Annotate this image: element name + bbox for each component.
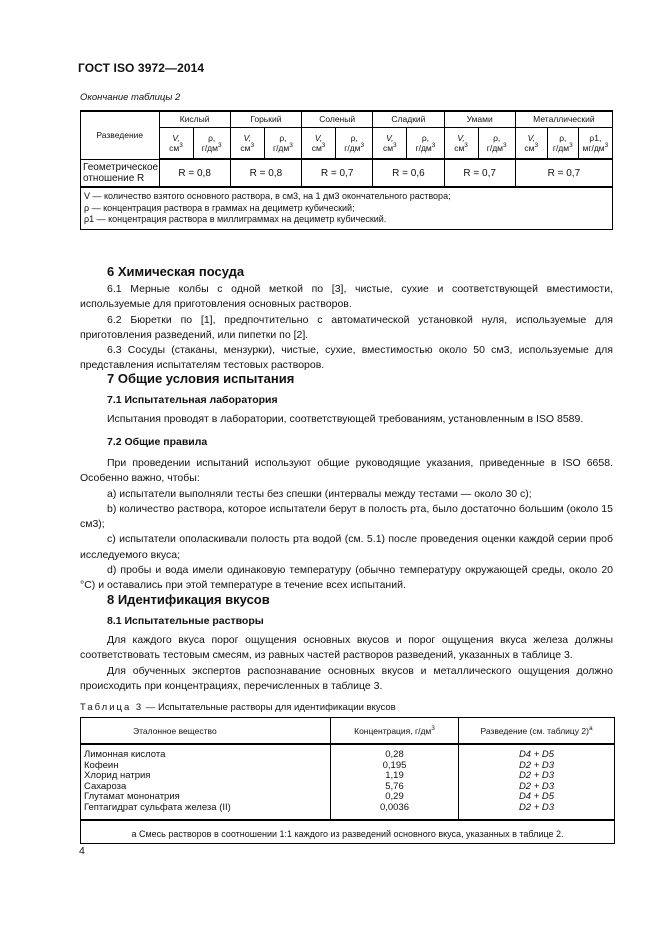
paragraph-7-2: При проведении испытаний используют общие руководящие указания, приведенные в ISO 6658. Особенно важно, чтобы: bbox=[80, 457, 613, 485]
table3-col-dilution: Разведение (см. таблицу 2)$^а$ bbox=[459, 718, 615, 745]
table2-notes bbox=[81, 187, 613, 229]
value-sweet: R = 0,6 bbox=[373, 159, 444, 187]
note-rho1: ρ1 — концентрация раствора в миллиграммах на дециметр кубический. bbox=[84, 214, 387, 224]
paragraph-6-3: 6.3 Сосуды (стаканы, мензурки), чистые, сухие, вместимостью около 50 см3, используемые для представления испытателям тестовых растворов. bbox=[80, 344, 613, 372]
table-row-concentration: 1,19 bbox=[385, 770, 404, 782]
table3-col-concentration: Концентрация, $г/дм^3$ bbox=[331, 718, 459, 745]
table3-col-substance: Эталонное вещество bbox=[81, 718, 331, 745]
unit-v: V, $см^3$ bbox=[444, 127, 478, 159]
section-8-title: 8 Идентификация вкусов bbox=[107, 592, 270, 607]
unit-rho: ρ, $г/дм^3$ bbox=[407, 127, 444, 159]
paragraph-8-1-b: Для обученных экспертов распознавание основных вкусов и металлического ощущения должно происходить при концентрациях, перечисленных в таблице 3. bbox=[80, 664, 613, 692]
table-row-concentration: 0,29 bbox=[385, 791, 404, 803]
unit-rho: ρ, $г/дм^3$ bbox=[193, 127, 230, 159]
note-rho: ρ — концентрация раствора в граммах на дециметр кубический; bbox=[84, 202, 355, 213]
list-item-c: c) испытатели ополаскивали полость рта водой (см. 5.1) после проведения оценки каждой серии проб исследуемого вкуса; bbox=[80, 533, 613, 561]
unit-rho1: ρ1, $мг/дм^3$ bbox=[578, 127, 612, 159]
taste-salty: Соленый bbox=[302, 111, 373, 127]
section-7-1-body bbox=[80, 412, 613, 427]
table-row-substance: Сахароза bbox=[84, 780, 127, 792]
page-header: ГОСТ ISO 3972—2014 bbox=[78, 61, 205, 75]
taste-umami: Умами bbox=[444, 111, 515, 127]
table3-caption: Таблица 3 — Испытательные растворы для идентификации вкусов bbox=[80, 702, 396, 713]
table3-substances bbox=[81, 744, 331, 820]
table-row-dilution: D2 + D3 bbox=[518, 770, 555, 782]
taste-sour: Кислый bbox=[159, 111, 230, 127]
table-row-dilution: D4 + D5 bbox=[518, 749, 555, 760]
table-row-dilution: D2 + D3 bbox=[518, 801, 555, 813]
table-row-dilution: D4 + D5 bbox=[518, 791, 555, 803]
table-row-concentration: 0,195 bbox=[382, 759, 407, 771]
table-row-substance: Глутамат мононатрия bbox=[84, 791, 180, 803]
taste-bitter: Горький bbox=[230, 111, 301, 127]
section-7-1-title: 7.1 Испытательная лаборатория bbox=[107, 394, 278, 406]
table-row-concentration: 0,28 bbox=[385, 749, 404, 760]
list-item-b: b) количество раствора, которое испытатели берут в полость рта, было достаточно большим (около 15 см3); bbox=[80, 502, 613, 531]
table3-concentrations bbox=[331, 744, 459, 820]
table-row-dilution: D2 + D3 bbox=[518, 780, 555, 792]
value-sour: R = 0,8 bbox=[159, 159, 230, 187]
unit-rho: ρ, $г/дм^3$ bbox=[478, 127, 515, 159]
table2-caption: Окончание таблицы 2 bbox=[80, 92, 181, 103]
table-3 bbox=[80, 717, 615, 844]
unit-rho: ρ, $г/дм^3$ bbox=[336, 127, 373, 159]
table-row-concentration: 0,0036 bbox=[379, 801, 410, 813]
section-8-1-body bbox=[80, 633, 613, 694]
taste-metallic: Металлический bbox=[515, 111, 612, 127]
paragraph-7-1: Испытания проводят в лаборатории, соответствующей требованиям, установленным в ISO 8589. bbox=[107, 413, 584, 425]
list-item-a: a) испытатели выполняли тесты без спешки (интервалы между тестами — около 30 с); bbox=[107, 487, 532, 500]
value-salty: R = 0,7 bbox=[302, 159, 373, 187]
section-8-1-title: 8.1 Испытательные растворы bbox=[107, 615, 264, 627]
unit-rho: ρ, $г/дм^3$ bbox=[264, 127, 301, 159]
table-row-concentration: 5,76 bbox=[385, 780, 404, 792]
unit-v: V, $см^3$ bbox=[515, 127, 547, 159]
section-6-title: 6 Химическая посуда bbox=[107, 264, 245, 279]
value-umami: R = 0,7 bbox=[444, 159, 515, 187]
value-bitter: R = 0,8 bbox=[230, 159, 301, 187]
section-7-2-title: 7.2 Общие правила bbox=[107, 436, 208, 448]
table3-dilutions bbox=[459, 744, 615, 820]
unit-rho: ρ, $г/дм^3$ bbox=[547, 127, 578, 159]
table3-footnote: a Смесь растворов в соотношении 1:1 каждого из разведений основного вкуса, указанных в таблице 2. bbox=[81, 820, 615, 844]
table-row-substance: Гептагидрат сульфата железа (II) bbox=[84, 801, 231, 813]
table2-row-header: Разведение bbox=[81, 111, 160, 159]
table-row-dilution: D2 + D3 bbox=[518, 759, 555, 771]
section-7-title: 7 Общие условия испытания bbox=[107, 371, 295, 386]
unit-v: V, $см^3$ bbox=[159, 127, 193, 159]
section-7-2-body bbox=[80, 456, 613, 594]
paragraph-8-1-a: Для каждого вкуса порог ощущения основных вкусов и порог ощущения вкуса железа должны соответствовать тестовым смесям, из равных частей растворов разведений, указанных в таблице 3. bbox=[80, 634, 613, 662]
table-2 bbox=[80, 110, 613, 230]
value-metallic: R = 0,7 bbox=[515, 159, 612, 187]
paragraph-6-2: 6.2 Бюретки по [1], предпочтительно с автоматической установкой нуля, используемые для приготовления разведений, или пипетки по [2]. bbox=[80, 313, 613, 341]
section-6-body bbox=[80, 282, 613, 374]
unit-v: V, $см^3$ bbox=[302, 127, 336, 159]
paragraph-6-1: 6.1 Мерные колбы с одной меткой по [3], чистые, сухие и соответствующей вместимости, используемые для приготовления основных растворов. bbox=[80, 283, 613, 311]
note-v: V — количество взятого основного раствора, в см3, на 1 дм3 окончательного раствора; bbox=[84, 191, 451, 201]
unit-v: V, $см^3$ bbox=[230, 127, 264, 159]
page-number: 4 bbox=[79, 845, 85, 857]
list-item-d: d) пробы и вода имели одинаковую температуру (обычно температуру окружающей среды, около 20 °C) и оставались при этой температуре в течение всех испытаний. bbox=[80, 564, 613, 592]
table-row-substance: Кофеин bbox=[84, 759, 119, 771]
table-row-substance: Хлорид натрия bbox=[84, 770, 151, 782]
row-label-geometric-ratio: Геометрическое отношение R bbox=[81, 159, 160, 187]
table-row-substance: Лимонная кислота bbox=[84, 749, 166, 760]
taste-sweet: Сладкий bbox=[373, 111, 444, 127]
unit-v: V, $см^3$ bbox=[373, 127, 407, 159]
